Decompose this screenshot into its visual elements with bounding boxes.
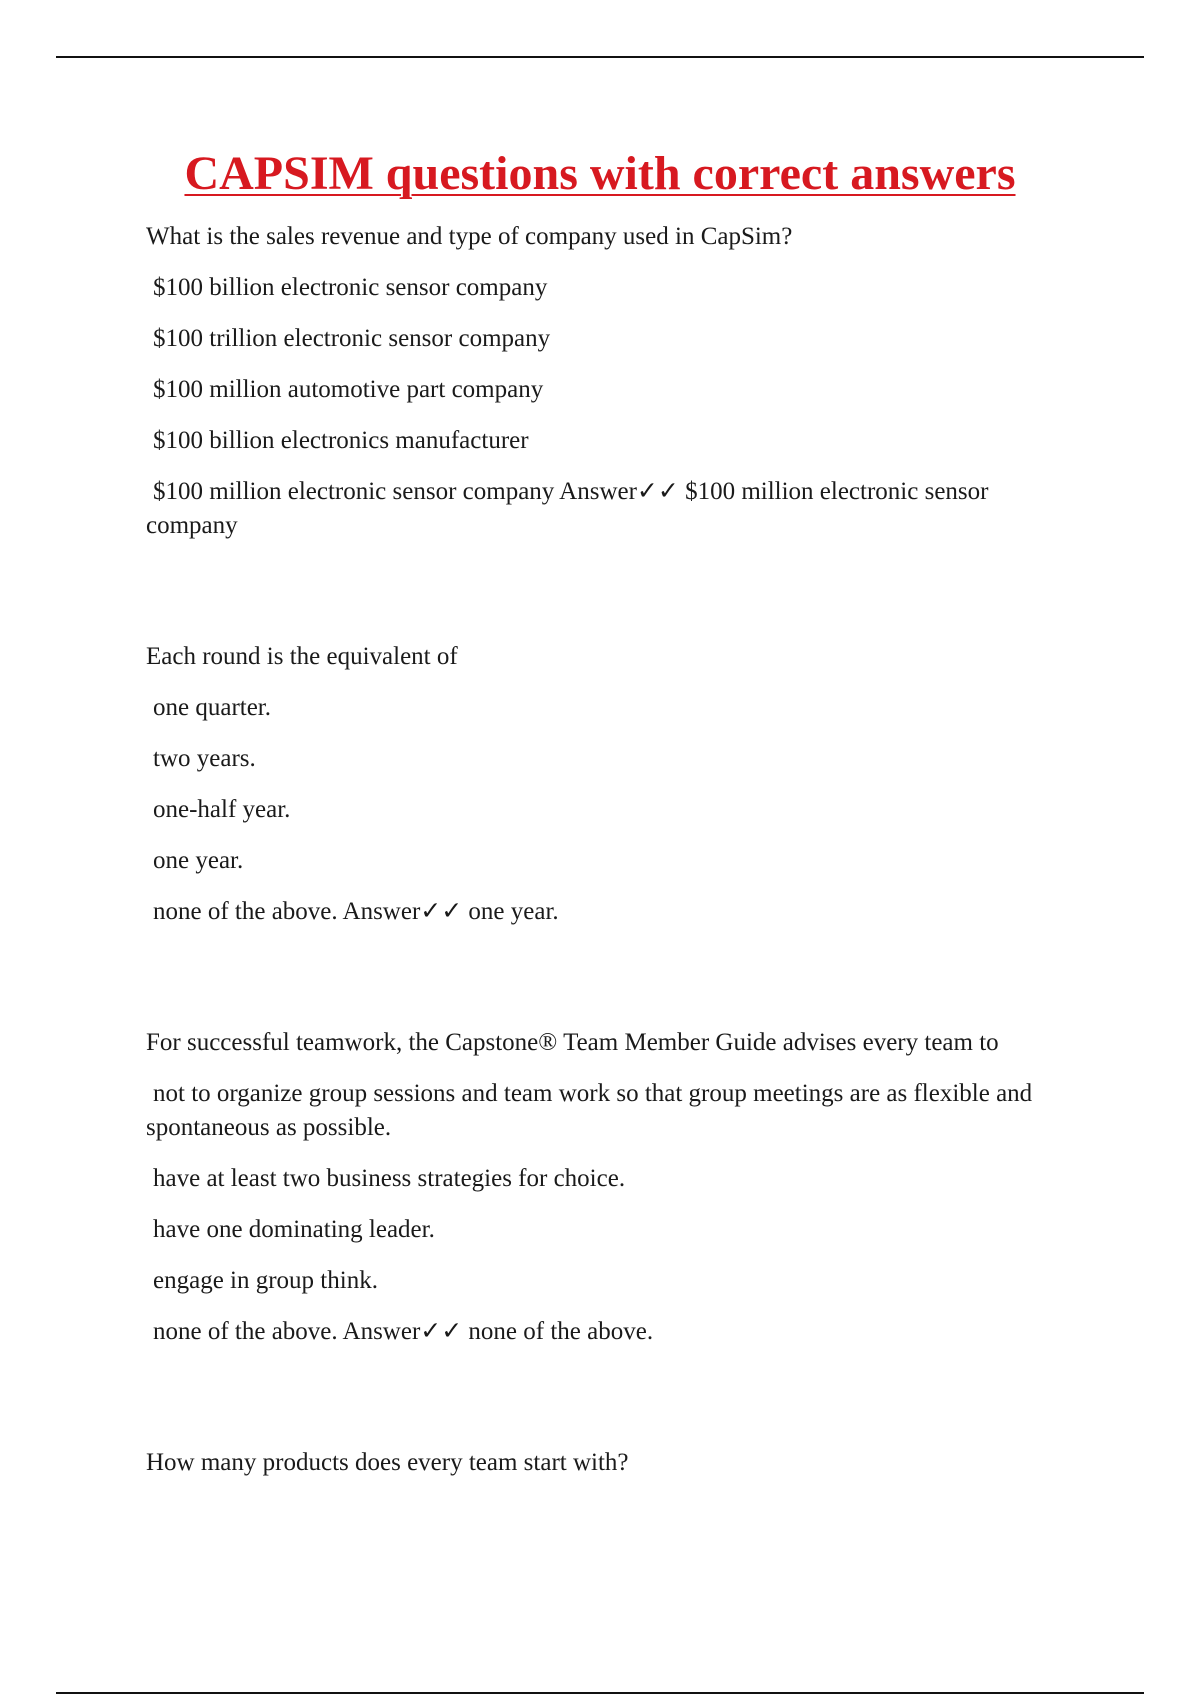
- answer-option-with-answer: none of the above. Answer✓✓ none of the above.: [153, 1318, 654, 1345]
- answer-option: $100 trillion electronic sensor company: [153, 325, 551, 352]
- answer-option: two years.: [153, 745, 256, 772]
- header-rule: [56, 56, 1144, 58]
- question-block: [146, 1026, 1086, 1349]
- answer-option-with-answer: $100 million electronic sensor company Answer✓✓ $100 million electronic sensor company: [146, 478, 989, 539]
- question-text: For successful teamwork, the Capstone® Team Member Guide advises every team to: [146, 1029, 999, 1056]
- question-block: [146, 640, 1086, 929]
- answer-option: not to organize group sessions and team work so that group meetings are as flexible and spontaneous as possible.: [146, 1080, 1033, 1141]
- question-text: What is the sales revenue and type of company used in CapSim?: [146, 223, 793, 250]
- footer-rule: [56, 1692, 1144, 1694]
- answer-option: $100 billion electronics manufacturer: [153, 427, 529, 454]
- answer-option: have at least two business strategies for choice.: [153, 1165, 626, 1192]
- answer-option: one year.: [153, 847, 244, 874]
- answer-option-with-answer: none of the above. Answer✓✓ one year.: [153, 898, 559, 925]
- answer-option: $100 million automotive part company: [153, 376, 544, 403]
- question-block: [146, 220, 1086, 543]
- answer-option: have one dominating leader.: [153, 1216, 435, 1243]
- answer-option: engage in group think.: [153, 1267, 378, 1294]
- question-text: How many products does every team start with?: [146, 1449, 629, 1476]
- document-body: [146, 220, 1086, 1497]
- answer-option: one quarter.: [153, 694, 272, 721]
- question-block: [146, 1446, 1086, 1480]
- question-text: Each round is the equivalent of: [146, 643, 458, 670]
- answer-option: $100 billion electronic sensor company: [153, 274, 548, 301]
- document-title: CAPSIM questions with correct answers: [184, 147, 1016, 200]
- answer-option: one-half year.: [153, 796, 291, 823]
